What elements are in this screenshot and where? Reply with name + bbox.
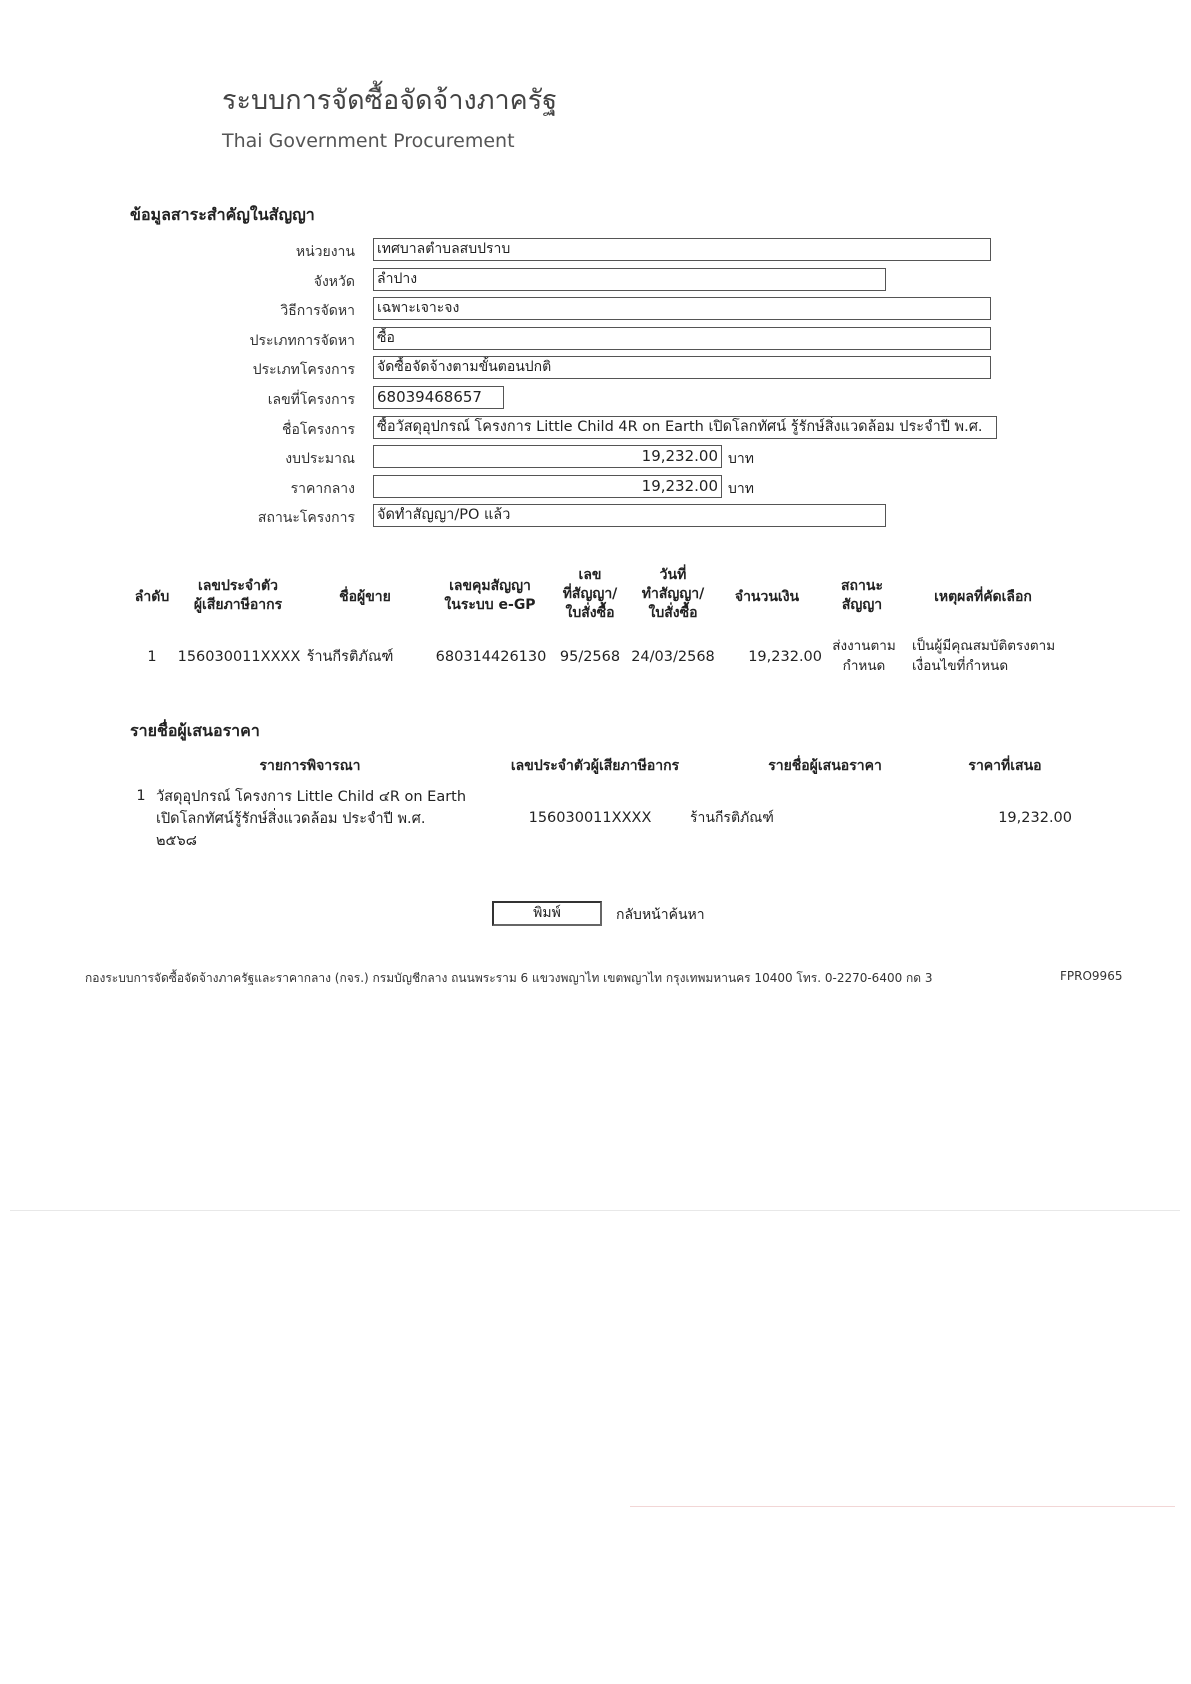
back-to-search-link[interactable]: กลับหน้าค้นหา [616, 907, 705, 923]
scan-divider [10, 1210, 1180, 1211]
bidder-header-price: ราคาที่เสนอ [968, 758, 1042, 774]
row-no: 1 [147, 649, 157, 665]
bidder-header-tax-id: เลขประจำตัวผู้เสียภาษีอากร [510, 758, 680, 774]
project-type-label: ประเภทโครงการ [252, 362, 355, 378]
col-header-amount: จำนวนเงิน [734, 589, 800, 605]
bidder-row-item: วัสดุอุปกรณ์ โครงการ Little Child ๔R on Earth เปิดโลกทัศน์รู้รักษ์สิ่งแวดล้อม ประจำปี พ.ศ. ๒๕๖๘ [156, 789, 467, 849]
budget-field: 19,232.00 [373, 445, 722, 468]
row-reason: เป็นผู้มีคุณสมบัติตรงตาม เงื่อนไขที่กำหนด [912, 638, 1056, 674]
footer-address: กองระบบการจัดซื้อจัดจ้างภาครัฐและราคากลาง (กจร.) กรมบัญชีกลาง ถนนพระราม 6 แขวงพญาไท เขตพญาไท กรุงเทพมหานคร 10400 โทร. 0-2270-6400 กด 3 [85, 971, 933, 985]
col-header-contract-date: วันที่ ทำสัญญา/ ใบสั่งซื้อ [641, 567, 705, 621]
page-title-th: ระบบการจัดซื้อจัดจ้างภาครัฐ [222, 85, 558, 116]
bidder-row-tax-id: 156030011XXXX [528, 810, 652, 826]
page-title-en: Thai Government Procurement [222, 130, 515, 152]
project-type-field: จัดซื้อจัดจ้างตามขั้นตอนปกติ [373, 356, 991, 379]
agency-label: หน่วยงาน [295, 244, 355, 260]
budget-label: งบประมาณ [285, 451, 355, 467]
row-contract-no: 95/2568 [559, 649, 621, 665]
procurement-type-field: ซื้อ [373, 327, 991, 350]
median-price-unit: บาท [728, 481, 754, 497]
row-contract-date: 24/03/2568 [631, 649, 715, 665]
bidder-header-name: รายชื่อผู้เสนอราคา [768, 758, 882, 774]
row-seller: ร้านกีรติภัณฑ์ [306, 649, 394, 665]
col-header-seller: ชื่อผู้ขาย [339, 589, 391, 605]
project-no-label: เลขที่โครงการ [267, 392, 355, 408]
row-amount: 19,232.00 [748, 649, 822, 665]
province-field: ลำปาง [373, 268, 886, 291]
bidder-header-item: รายการพิจารณา [259, 758, 361, 774]
procurement-type-label: ประเภทการจัดหา [249, 333, 355, 349]
method-label: วิธีการจัดหา [280, 303, 355, 319]
scan-divider-red [630, 1506, 1175, 1507]
project-name-label: ชื่อโครงการ [281, 422, 355, 438]
col-header-reason: เหตุผลที่คัดเลือก [934, 589, 1032, 605]
col-header-contract-no: เลข ที่สัญญา/ ใบสั่งซื้อ [562, 567, 618, 621]
bidder-row-price: 19,232.00 [998, 810, 1072, 826]
bidders-heading: รายชื่อผู้เสนอราคา [130, 721, 260, 740]
row-contract-status: ส่งงานตาม กำหนด [832, 638, 896, 674]
province-label: จังหวัด [313, 274, 355, 290]
status-label: สถานะโครงการ [257, 510, 355, 526]
project-name-field: ซื้อวัสดุอุปกรณ์ โครงการ Little Child 4R on Earth เปิดโลกทัศน์ รู้รักษ์สิ่งแวดล้อม ประจำปี พ.ศ. [373, 416, 997, 439]
col-header-tax-id: เลขประจำตัว ผู้เสียภาษีอากร [193, 578, 283, 613]
method-field: เฉพาะเจาะจง [373, 297, 991, 320]
bidder-row-name: ร้านกีรติภัณฑ์ [690, 810, 774, 826]
col-header-contract-status: สถานะ สัญญา [841, 578, 883, 613]
median-price-field: 19,232.00 [373, 475, 722, 498]
median-price-label: ราคากลาง [290, 481, 355, 497]
status-field: จัดทำสัญญา/PO แล้ว [373, 504, 886, 527]
project-no-field: 68039468657 [373, 386, 504, 409]
footer-code: FPRO9965 [1060, 969, 1123, 983]
print-button[interactable]: พิมพ์ [492, 901, 602, 926]
col-header-control-no: เลขคุมสัญญา ในระบบ e-GP [444, 578, 536, 613]
col-header-no: ลำดับ [134, 589, 170, 605]
contract-info-heading: ข้อมูลสาระสำคัญในสัญญา [130, 205, 315, 224]
row-control-no: 680314426130 [435, 649, 547, 665]
bidder-row-no: 1 [136, 788, 146, 804]
budget-unit: บาท [728, 451, 754, 467]
agency-field: เทศบาลตำบลสบปราบ [373, 238, 991, 261]
row-tax-id: 156030011XXXX [177, 649, 301, 665]
